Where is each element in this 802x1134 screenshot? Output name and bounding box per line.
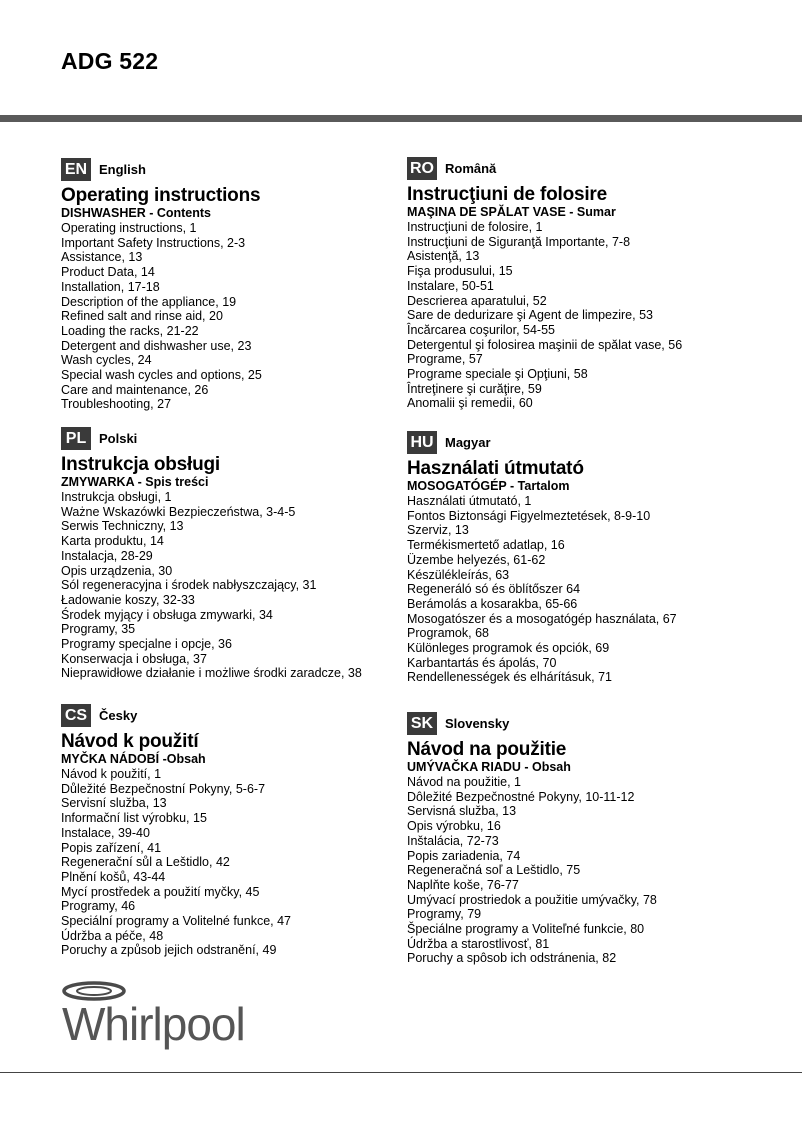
language-name: Română <box>445 160 497 176</box>
contents-item: Karta produktu, 14 <box>61 534 164 549</box>
contents-item: Assistance, 13 <box>61 250 143 265</box>
footer-divider <box>0 1072 802 1073</box>
contents-item: Sól regeneracyjna i środek nabłyszczający, 31 <box>61 578 317 593</box>
contents-item: Środek myjący i obsługa zmywarki, 34 <box>61 607 273 622</box>
contents-item: Detergent and dishwasher use, 23 <box>61 338 252 353</box>
language-name: Slovensky <box>445 715 510 731</box>
section-title: Návod na použitie <box>407 739 567 760</box>
contents-item: Opis výrobku, 16 <box>407 819 501 834</box>
contents-item: Special wash cycles and options, 25 <box>61 368 262 383</box>
contents-item: Programe speciale şi Opţiuni, 58 <box>407 367 588 382</box>
contents-item: Údržba a starostlivosť, 81 <box>407 936 550 951</box>
contents-list <box>61 767 441 958</box>
contents-item: Készülékleírás, 63 <box>407 567 510 582</box>
contents-item: Mosogatószer és a mosogatógép használata, 67 <box>407 611 677 626</box>
whirlpool-logo <box>60 978 270 1068</box>
contents-item: Loading the racks, 21-22 <box>61 323 199 338</box>
section-title: Instrukcja obsługi <box>61 454 220 475</box>
contents-item: Üzembe helyezés, 61-62 <box>407 552 546 567</box>
contents-item: Important Safety Instructions, 2-3 <box>61 235 246 250</box>
contents-item: Serwis Techniczny, 13 <box>61 519 184 534</box>
contents-item: Poruchy a způsob jejich odstranění, 49 <box>61 943 277 958</box>
section-en <box>61 157 441 412</box>
contents-item: Důležité Bezpečnostní Pokyny, 5-6-7 <box>61 781 266 796</box>
language-code-badge: EN <box>61 158 91 181</box>
contents-item: Inštalácia, 72-73 <box>407 833 499 848</box>
section-ro <box>407 156 787 411</box>
model-title: ADG 522 <box>61 48 159 74</box>
contents-item: Nieprawidłowe działanie i możliwe środki zaradcze, 38 <box>61 666 362 681</box>
contents-item: Regeneráló só és öblítőszer 64 <box>407 582 581 597</box>
contents-item: Speciální programy a Volitelné funkce, 47 <box>61 914 291 929</box>
section-subtitle: MYČKA NÁDOBÍ -Obsah <box>61 752 206 766</box>
contents-item: Umývací prostriedok a použitie umývačky, 78 <box>407 892 657 907</box>
section-sk <box>407 711 787 966</box>
contents-item: Berámolás a kosarakba, 65-66 <box>407 596 578 611</box>
contents-item: Ważne Wskazówki Bezpieczeństwa, 3-4-5 <box>61 504 296 519</box>
contents-item: Descrierea aparatului, 52 <box>407 293 547 308</box>
contents-list <box>61 221 441 412</box>
contents-item: Programy, 35 <box>61 622 136 637</box>
contents-item: Különleges programok és opciók, 69 <box>407 641 610 656</box>
contents-item: Mycí prostředek a použití myčky, 45 <box>61 884 260 899</box>
contents-item: Fişa produsului, 15 <box>407 264 513 279</box>
contents-item: Description of the appliance, 19 <box>61 294 237 309</box>
contents-list <box>407 775 787 966</box>
contents-list <box>407 494 787 685</box>
contents-item: Sare de dedurizare şi Agent de limpezire, 53 <box>407 308 653 323</box>
section-title: Návod k použití <box>61 731 199 752</box>
section-subtitle: MAŞINA DE SPĂLAT VASE - Sumar <box>407 205 616 219</box>
contents-item: Fontos Biztonsági Figyelmeztetések, 8-9-10 <box>407 508 651 523</box>
contents-item: Instalace, 39-40 <box>61 825 150 840</box>
contents-item: Troubleshooting, 27 <box>61 397 172 412</box>
contents-item: Regenerační sůl a Leštidlo, 42 <box>61 855 230 870</box>
contents-item: Opis urządzenia, 30 <box>61 563 173 578</box>
section-cs <box>61 703 441 958</box>
contents-item: Návod na použitie, 1 <box>407 775 521 789</box>
contents-item: Operating instructions, 1 <box>61 221 197 235</box>
contents-item: Încărcarea coşurilor, 54-55 <box>407 322 555 337</box>
contents-item: Használati útmutató, 1 <box>407 494 532 508</box>
contents-list <box>407 220 787 411</box>
section-subtitle: ZMYWARKA - Spis treści <box>61 475 209 489</box>
language-name: English <box>99 161 146 177</box>
contents-item: Ładowanie koszy, 32-33 <box>61 592 195 607</box>
section-title: Instrucţiuni de folosire <box>407 184 607 205</box>
contents-item: Care and maintenance, 26 <box>61 382 209 397</box>
language-header <box>61 426 441 450</box>
language-name: Česky <box>99 707 138 723</box>
contents-item: Údržba a péče, 48 <box>61 928 164 943</box>
section-hu <box>407 430 787 685</box>
contents-item: Programok, 68 <box>407 626 489 641</box>
contents-item: Dôležité Bezpečnostné Pokyny, 10-11-12 <box>407 789 635 804</box>
contents-item: Konserwacja i obsługa, 37 <box>61 651 207 666</box>
logo-text: Whirlpool <box>62 998 245 1050</box>
contents-item: Programy, 79 <box>407 907 482 922</box>
contents-item: Instrucţiuni de folosire, 1 <box>407 220 543 234</box>
contents-item: Instalare, 50-51 <box>407 278 494 293</box>
header-divider <box>0 115 802 122</box>
language-header <box>61 703 441 727</box>
contents-item: Naplňte koše, 76-77 <box>407 877 519 892</box>
contents-item: Anomalii şi remedii, 60 <box>407 396 533 411</box>
language-header <box>61 157 441 181</box>
contents-item: Servisná služba, 13 <box>407 804 517 819</box>
contents-item: Programe, 57 <box>407 352 483 367</box>
language-code-badge: RO <box>407 157 437 180</box>
contents-item: Installation, 17-18 <box>61 279 160 294</box>
contents-item: Asistenţă, 13 <box>407 249 480 264</box>
language-name: Polski <box>99 430 138 446</box>
contents-item: Programy specjalne i opcje, 36 <box>61 637 232 652</box>
contents-item: Špeciálne programy a Voliteľné funkcie, 80 <box>407 922 645 937</box>
contents-item: Programy, 46 <box>61 899 136 914</box>
contents-item: Návod k použití, 1 <box>61 767 162 781</box>
contents-item: Informační list výrobku, 15 <box>61 811 207 826</box>
contents-item: Rendellenességek és elhárításuk, 71 <box>407 670 612 685</box>
contents-item: Karbantartás és ápolás, 70 <box>407 655 557 670</box>
language-code-badge: CS <box>61 704 91 727</box>
contents-item: Întreţinere şi curăţire, 59 <box>407 381 542 396</box>
language-name: Magyar <box>445 434 491 450</box>
contents-item: Poruchy a spôsob ich odstránenia, 82 <box>407 951 617 966</box>
language-header <box>407 430 787 454</box>
section-subtitle: UMÝVAČKA RIADU - Obsah <box>407 760 571 774</box>
contents-item: Plnění košů, 43-44 <box>61 869 166 884</box>
contents-item: Instrucţiuni de Siguranţă Importante, 7-8 <box>407 234 631 249</box>
language-header <box>407 156 787 180</box>
language-code-badge: SK <box>407 712 437 735</box>
section-title: Operating instructions <box>61 185 261 206</box>
contents-item: Product Data, 14 <box>61 265 155 280</box>
contents-item: Termékismertető adatlap, 16 <box>407 538 565 553</box>
contents-list <box>61 490 441 681</box>
contents-item: Wash cycles, 24 <box>61 353 152 368</box>
contents-item: Szerviz, 13 <box>407 523 469 538</box>
contents-item: Detergentul şi folosirea maşinii de spălat vase, 56 <box>407 337 683 352</box>
language-code-badge: HU <box>407 431 437 454</box>
contents-item: Popis zariadenia, 74 <box>407 848 521 863</box>
section-pl <box>61 426 441 681</box>
language-header <box>407 711 787 735</box>
contents-item: Regeneračná soľ a Leštidlo, 75 <box>407 863 581 878</box>
language-code-badge: PL <box>61 427 91 450</box>
section-subtitle: MOSOGATÓGÉP - Tartalom <box>407 479 570 493</box>
contents-item: Instrukcja obsługi, 1 <box>61 490 172 504</box>
section-title: Használati útmutató <box>407 458 584 479</box>
contents-item: Instalacja, 28-29 <box>61 548 153 563</box>
section-subtitle: DISHWASHER - Contents <box>61 206 211 220</box>
contents-item: Refined salt and rinse aid, 20 <box>61 309 223 324</box>
contents-item: Servisní služba, 13 <box>61 796 167 811</box>
contents-item: Popis zařízení, 41 <box>61 840 162 855</box>
